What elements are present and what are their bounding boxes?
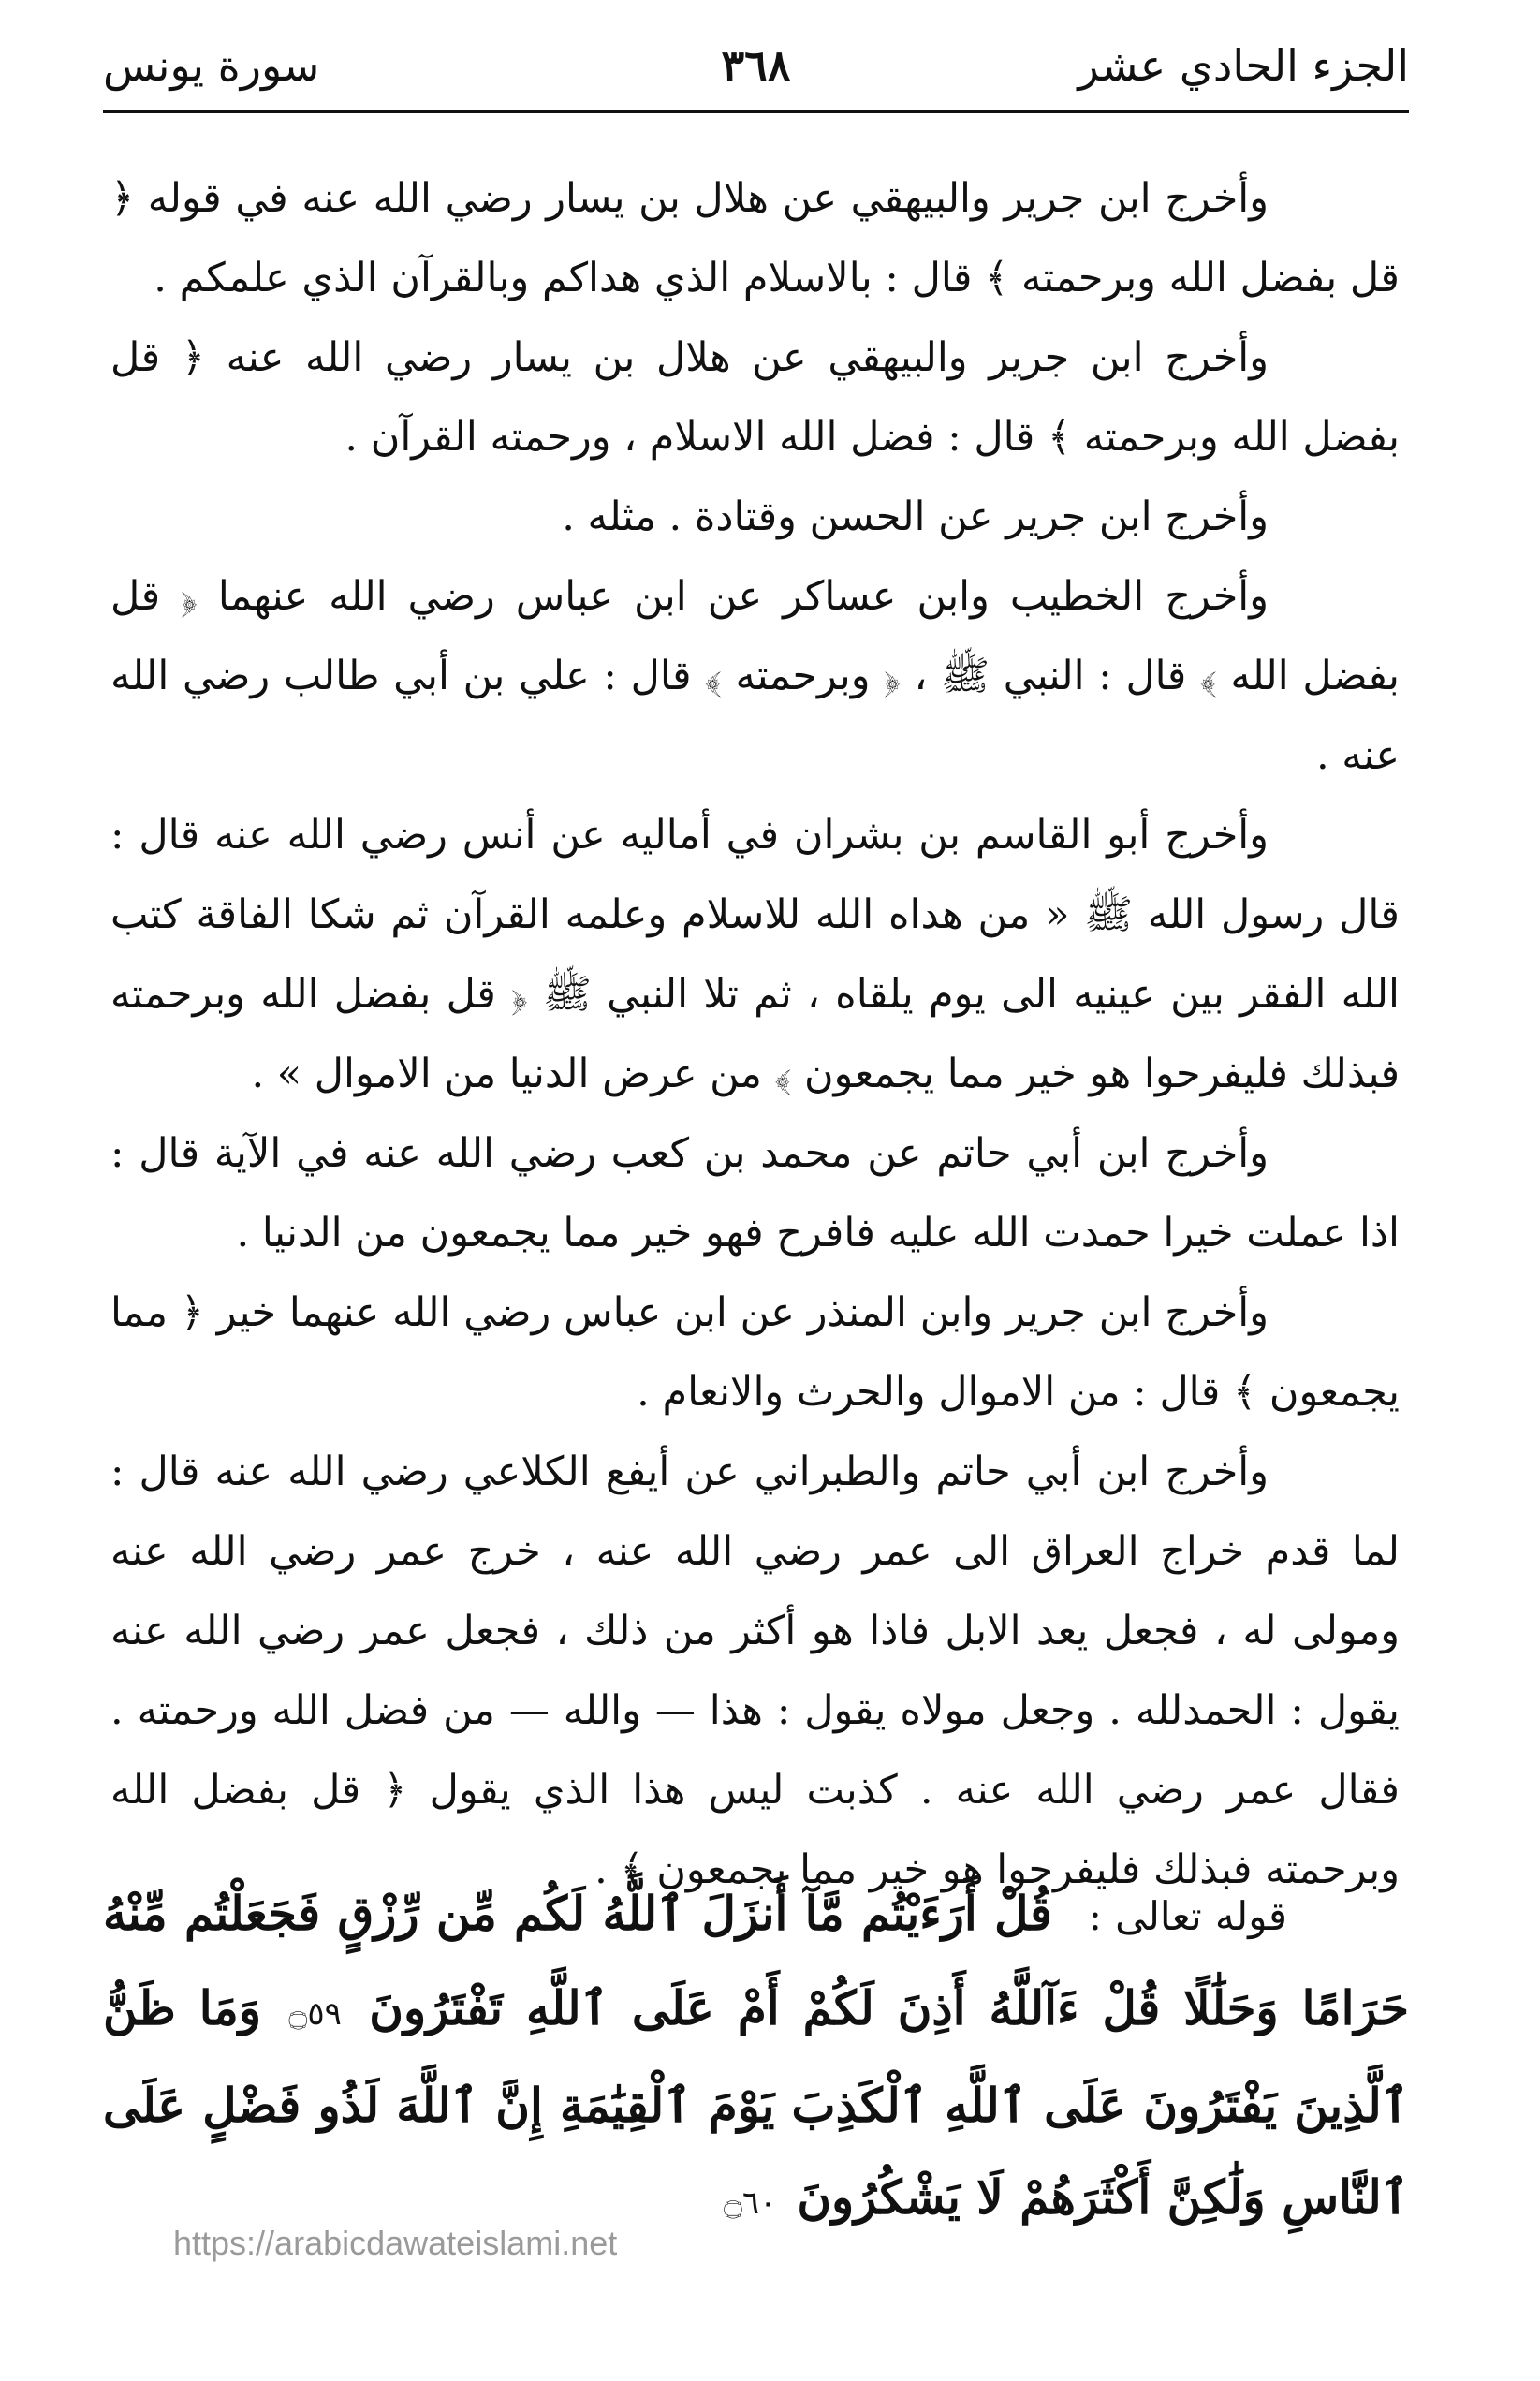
verse-60: وَمَا ظَنُّ ٱلَّذِينَ يَفْتَرُونَ عَلَى ٱللَّهِ ٱلْكَذِبَ يَوْمَ ٱلْقِيَٰمَةِ إِنَّ ٱللَّهَ لَذُو فَضْلٍ عَلَى ٱلنَّاسِ وَلَٰكِنَّ أَكْثَرَهُمْ لَا يَشْكُرُونَ (103, 1980, 1409, 2225)
header-rule (103, 110, 1409, 113)
commentary-text (110, 159, 1400, 1910)
ayah-marker-59: ۝٥٩ (288, 1995, 342, 2033)
paragraph: وأخرج ابن جرير والبيهقي عن هلال بن يسار رضي الله عنه ﴿ قل بفضل الله وبرحمته ﴾ قال : فضل الله الاسلام ، ورحمته القرآن . (110, 334, 1400, 461)
surah-title: سورة يونس (103, 40, 320, 91)
watermark-url: https://arabicdawateislami.net (173, 2224, 618, 2262)
page-number: ٣٦٨ (721, 40, 791, 91)
verse-59: قُلْ أَرَءَيْتُم مَّآ أَنزَلَ ٱللَّهُ لَكُم مِّن رِّزْقٍ فَجَعَلْتُم مِّنْهُ حَرَامًا وَحَلَٰلًا قُلْ ءَآللَّهُ أَذِنَ لَكُمْ أَمْ عَلَى ٱللَّهِ تَفْتَرُونَ (103, 1886, 1409, 2036)
paragraph: وأخرج الخطيب وابن عساكر عن ابن عباس رضي الله عنهما ﴿ قل بفضل الله ﴾ قال : النبي ﷺ ، ﴿ وبرحمته ﴾ قال : علي بن أبي طالب رضي الله عنه . (110, 573, 1400, 779)
paragraph: وأخرج ابن أبي حاتم والطبراني عن أيفع الكلاعي رضي الله عنه قال : لما قدم خراج العراق الى عمر رضي الله عنه ، خرج عمر رضي الله عنه ومولى له ، فجعل يعد الابل فاذا هو أكثر من ذلك ، فجعل عمر رضي الله عنه يقول : الحمدلله . وجعل مولاه يقول : هذا — والله — من فضل الله ورحمته . فقال عمر رضي الله عنه . كذبت ليس هذا الذي يقول ﴿ قل بفضل الله وبرحمته فبذلك فليفرحوا هو خير مما يجمعون ﴾ . (110, 1448, 1400, 1893)
paragraph: وأخرج ابن جرير وابن المنذر عن ابن عباس رضي الله عنهما خير ﴿ مما يجمعون ﴾ قال : من الاموال والحرث والانعام . (110, 1289, 1400, 1416)
paragraph: وأخرج ابن جرير والبيهقي عن هلال بن يسار رضي الله عنه في قوله ﴿ قل بفضل الله وبرحمته ﴾ قال : بالاسلام الذي هداكم وبالقرآن الذي علمكم . (110, 175, 1400, 301)
paragraph: وأخرج ابن جرير عن الحسن وقتادة . مثله . (562, 493, 1269, 540)
quran-verse-block (103, 1868, 1409, 2249)
verse-intro: قوله تعالى : (1088, 1893, 1287, 1939)
paragraph: وأخرج أبو القاسم بن بشران في أماليه عن أنس رضي الله عنه قال : قال رسول الله ﷺ « من هداه الله للاسلام وعلمه القرآن ثم شكا الفاقة كتب الله الفقر بين عينيه الى يوم يلقاه ، ثم تلا النبي ﷺ ﴿ قل بفضل الله وبرحمته فبذلك فليفرحوا هو خير مما يجمعون ﴾ من عرض الدنيا من الاموال » . (110, 812, 1400, 1097)
paragraph: وأخرج ابن أبي حاتم عن محمد بن كعب رضي الله عنه في الآية قال : اذا عملت خيرا حمدت الله عليه فافرح فهو خير مما يجمعون من الدنيا . (110, 1130, 1400, 1257)
ayah-marker-60: ۝٦٠ (723, 2184, 777, 2222)
juz-title: الجزء الحادي عشر (1078, 40, 1409, 91)
page-header (103, 28, 1409, 112)
